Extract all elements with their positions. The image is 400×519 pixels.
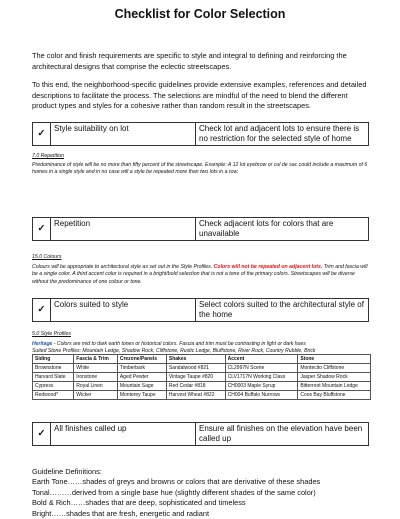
checklist-table-repetition [32,217,369,241]
definition-item: Bright……shades that are fresh, energetic and radiant [32,508,210,518]
definition-item: Tonal………derived from a single base hue (slightly different shades of the same color) [32,487,316,497]
table-cell: Harvest Wheat #822 [166,391,225,400]
table-cell: CH004 Buffalo Nurrows [225,391,298,400]
checklist-row [33,423,369,446]
style-profile-table [32,354,371,400]
checklist-table-style [32,122,369,146]
checklist-item: Colors suited to style [51,299,196,322]
profiles-note-b: Suited Stone Profiles: Mountain Ledge, Shadow Rock, Cliffstone, Rustic Ledge, Bluffstone, River Rock, Country Rubble, Brick [32,347,316,354]
colours-text-a: Colours will be appropriate to architectural style as set out in the Style Profiles. [32,264,214,270]
style-profile-header [33,355,371,364]
table-cell: Jasper Shadow Rock [298,373,371,382]
checklist-action: Select colors suited to the architectural style of the home [196,299,369,322]
checklist-action: Check lot and adjacent lots to ensure there is no restriction for the selected style of home [196,123,369,146]
table-cell: Mountain Sage [117,382,166,391]
table-cell: Cypress [33,382,74,391]
checklist-item: Style suitability on lot [51,123,196,146]
definitions-heading: Guideline Definitions: [32,467,102,476]
checklist-action: Check adjacent lots for colors that are unavailable [196,218,369,241]
colours-warning: Colors will not be repeated on adjacent lots. [213,264,323,270]
repetition-text: Predominance of style will be no more than fifty percent of the streetscape. Example: A 12 lot eyebrow or cul de sac could include a maximum of 6 homes in a single style and in no case will a style be repeated more than two lots in a row. [32,162,368,176]
column-header: Fascia & Trim [74,355,118,364]
colours-text [32,264,372,286]
table-cell: Montecito Cliffstone [298,364,371,373]
table-cell: Monterey Taupe [117,391,166,400]
section-heading-repetition: 7.0 Repetition [32,153,65,159]
table-row [33,373,371,382]
profiles-note [32,341,372,355]
profiles-style-name: Heritage [32,341,53,347]
table-cell: Royal Linen [74,382,118,391]
table-cell: Bitterroot Mountain Ledge [298,382,371,391]
table-cell: CLV1717N Working Class [225,373,298,382]
intro-paragraph-2: To this end, the neighborhood-specific guidelines provide extensive examples, references and detailed descriptions to facilitate the process. The selections are mindful of the need to blend the different product types and styles for a cohesive rather than random result in the streetscapes. [32,80,367,111]
table-cell: Red Cedar #818 [166,382,225,391]
checklist-table-finishes [32,422,369,446]
table-row [33,364,371,373]
table-cell: Aged Pewter [117,373,166,382]
page-title: Checklist for Color Selection [114,7,286,21]
checklist-row [33,123,369,146]
column-header: Shakes [166,355,225,364]
table-row [33,382,371,391]
table-cell: Vintage Taupe #820 [166,373,225,382]
checklist-table-colors [32,298,369,322]
checkmark-icon: ✓ [33,218,51,241]
column-header: Accent [225,355,298,364]
table-cell: CH0003 Maple Syrup [225,382,298,391]
table-cell: Harvard Slate [33,373,74,382]
column-header: Siding [33,355,74,364]
table-cell: Ironstone [74,373,118,382]
checklist-action: Ensure all finishes on the elevation have been called up [196,423,369,446]
column-header: Crezone/Panels [117,355,166,364]
intro-paragraph-1: The color and finish requirements are specific to style and integral to defining and reinforcing the architectural designs that comprise the eclectic streetscapes. [32,51,347,71]
table-cell: Sandalwood #821 [166,364,225,373]
definition-item: Bold & Rich……shades that are deep, sophisticated and timeless [32,498,246,508]
checklist-item: Repetition [51,218,196,241]
checkmark-icon: ✓ [33,299,51,322]
checklist-row [33,299,369,322]
table-row [33,391,371,400]
table-cell: CL2997N Scene [225,364,298,373]
table-cell: Timberbark [117,364,166,373]
section-heading-style-profiles: 5.0 Style Profiles [32,331,71,337]
profiles-note-a: - Colors are mid to dark earth tones or historical colors. Fascia and trim must be contrasting in light or dark hues [52,341,306,347]
guideline-definitions [32,467,382,519]
table-cell: Coos Bay Bluffstone [298,391,371,400]
colours-text-b: Trim and fascia will be a single color. A third accent color is required in a bright/bold selection that is not a tone of the primary colors. Streetscapes will be diverse without the predominance of one colour or tone. [32,264,368,285]
checklist-row [33,218,369,241]
table-cell: Brownstone [33,364,74,373]
checkmark-icon: ✓ [33,123,51,146]
checkmark-icon: ✓ [33,423,51,446]
checklist-item: All finishes called up [51,423,196,446]
table-cell: White [74,364,118,373]
table-cell: Wicker [74,391,118,400]
definition-item: Earth Tone……shades of greys and browns or colors that are derivative of these shades [32,477,321,487]
table-cell: Redwood* [33,391,74,400]
column-header: Stone [298,355,371,364]
section-heading-colours: 15.0 Colours [32,254,62,260]
